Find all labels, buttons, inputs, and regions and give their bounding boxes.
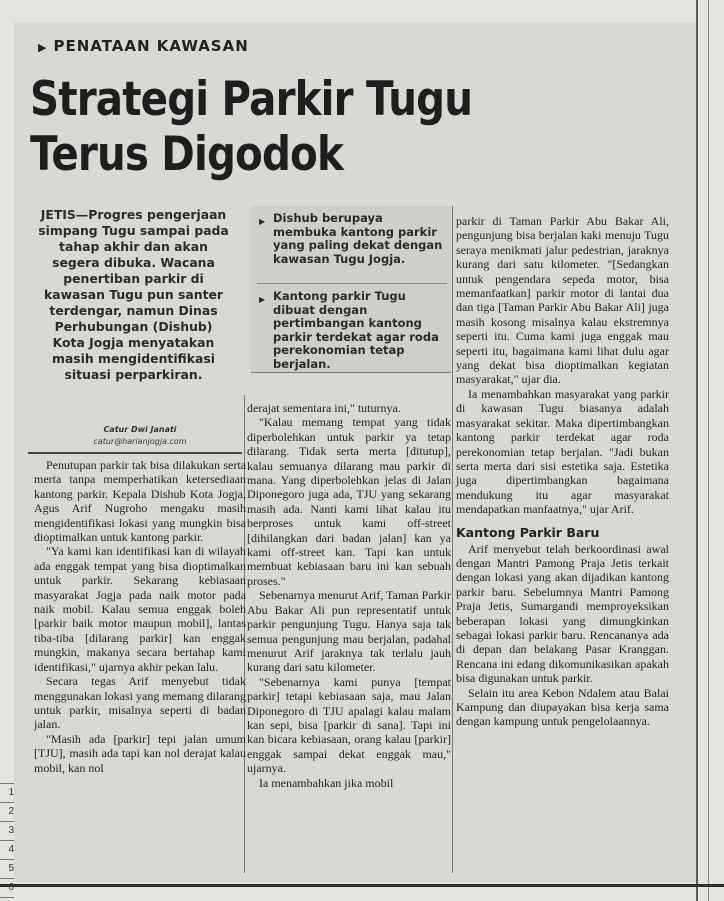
body-paragraph: Penutupan parkir tak bisa dilakukan serta merta tanpa memperhatikan ketersediaan kantong parkir. Kepala Dishub Kota Jogja, Agus Arif Nugroho mengaku masih mengidentifikasi lokasi yang mungkin bisa dioptimalkan untuk kantong parkir.	[34, 458, 246, 545]
column-divider	[452, 206, 453, 873]
highlight-text: Kantong parkir Tugu dibuat dengan pertimbangan kantong parkir terdekat agar roda perekonomian tetap berjalan.	[273, 289, 439, 371]
body-paragraph: "Sebenarnya kami punya [tempat parkir] tetapi kebiasaan saja, mau Jalan Diponegoro di TJU apalagi kalau malam kan sepi, bisa [parkir di sana]. Tapi ini kan bicara kebiasaan, orang kalau [parkir] enggak sampai dekat enggak mau," ujarnya.	[247, 674, 451, 776]
headline	[30, 72, 563, 182]
body-paragraph: parkir di Taman Parkir Abu Bakar Ali, pengunjung bisa berjalan kaki menuju Tugu seraya menikmati jalur pedestrian, jaraknya kurang dari satu kilometer. "[Sedangkan untuk pengendara sepeda motor, bisa memanfaatkan] parkir motor di lantai dua dan tiga [Taman Parkir Abu Bakar Ali] juga masih kosong misalnya kalau ekstremnya seperti itu. Cuma kami juga enggak mau seperti itu, bagaimana kami lihat dulu agar yang dekat bisa dioptimalkan kegiatan masyarakat," ujar dia.	[456, 214, 669, 387]
triangle-right-icon: ▶	[38, 41, 48, 54]
article-column-3	[456, 214, 669, 729]
body-paragraph: Ia menambahkan masyarakat yang parkir di kawasan Tugu biasanya adalah masyarakat sekitar. Maka dipertimbangkan kantong parkir terdekat agar roda perekonomian tetap berjalan. "Jadi bukan serta merta dari sisi estetika saja. Estetika juga dipertimbangkan bagaimana mendukung itu agar masyarakat mendapatkan manfaatnya," ujar Arif.	[456, 386, 669, 517]
kicker-label: PENATAAN KAWASAN	[53, 37, 249, 55]
body-paragraph: Sebenarnya menurut Arif, Taman Parkir Abu Bakar Ali pun representatif untuk parkir pengunjung Tugu. Hanya saja tak semua pengunjung mau berjalan, padahal menurut Arif jaraknya tak terlalu jauh kurang dari satu kilometer.	[247, 588, 451, 675]
body-paragraph: Ia menambahkan jika mobil	[259, 775, 394, 790]
body-paragraph: Arif menyebut telah berkoordinasi awal dengan Mantri Pamong Praja Jetis terkait dengan lokasi yang akan dijadikan kantong parkir baru. Sebelumnya Mantri Pamong Praja Jetis, Sumargandi memproyeksikan beberapan lokasi yang dimungkinkan sebagai lokasi parkir baru. Rencananya ada di depan dan belakang Pasar Kranggan. Rencana ini edang dikomunikasikan apakah bisa digunakan untuk parkir.	[456, 541, 669, 686]
highlights-box	[251, 206, 451, 373]
margin-number: 6	[0, 879, 14, 898]
triangle-right-icon: ▶	[259, 295, 266, 304]
lead-paragraph: JETIS—Progres pengerjaan simpang Tugu sampai pada tahap akhir dan akan segera dibuka. Wacana penertiban parkir di kawasan Tugu pun santer terdengar, namun Dinas Perhubungan (Dishub) Kota Jogja menyatakan masih mengidentifikasi situasi perparkiran.	[38, 207, 229, 382]
highlight-item	[259, 290, 449, 371]
body-paragraph: Secara tegas Arif menyebut tidak menggunakan lokasi yang memang dilarang untuk parkir, misalnya seperti di badan jalan.	[34, 674, 246, 732]
margin-number	[0, 765, 14, 784]
highlight-text: Dishub berupaya membuka kantong parkir yang paling dekat dengan kawasan Tugu Jogja.	[273, 211, 443, 266]
headline-line: Terus Digodok	[30, 127, 343, 182]
section-kicker	[38, 37, 249, 55]
author-name: Catur Dwi Janati	[103, 425, 177, 434]
highlight-item	[259, 212, 449, 266]
body-paragraph: derajat sementara ini," tuturnya.	[247, 401, 401, 415]
body-paragraph: Selain itu area Kebon Ndalem atau Balai Kampung dan diupayakan bisa kerja sama dengan kampung untuk pengelolaannya.	[456, 685, 669, 729]
margin-number: 2	[0, 803, 14, 822]
headline-line: Strategi Parkir Tugu	[30, 72, 473, 127]
page-edge-rule-outer	[708, 0, 709, 901]
margin-number: 3	[0, 822, 14, 841]
author-email: catur@harianjogja.com	[93, 437, 187, 446]
subheading: Kantong Parkir Baru	[456, 524, 600, 540]
triangle-right-icon: ▶	[259, 217, 266, 226]
body-paragraph: "Kalau memang tempat yang tidak diperbolehkan untuk parkir ya tetap dilarang. Tidak serta merta [ditutup], kalau semuanya dilarang mau parkir di mana. Yang diperbolehkan jelas di Jalan Diponegoro juga ada, TJU yang sekarang masih ada. Nanti kami lihat kalau itu berproses untuk kami off-street [dihilangkan dari badan jalan] kan ya kami off-street kan. Tapi kan untuk membuat kebiasaan baru ini kan sebuah proses."	[247, 415, 451, 588]
margin-number: 5	[0, 860, 14, 879]
margin-row-numbers	[0, 765, 14, 898]
body-paragraph: "Masih ada [parkir] tepi jalan umum [TJU], masih ada tapi kan nol derajat kalau mobil, kan nol	[34, 731, 246, 775]
body-paragraph: "Ya kami kan identifikasi kan di wilayah ada enggak tempat yang bisa dioptimalkan untuk parkir. Sekarang kebiasaan masyarakat Jogja pada naik motor pada naik mobil. Kalau semua enggak boleh [parkir baik motor maupun mobil], lantas tiba-tiba [dilarang parkir] kan enggak mungkin, makanya secara bertahap kami identifikasi," ujarnya akhir pekan lalu.	[34, 544, 246, 674]
margin-number: 1	[0, 784, 14, 803]
margin-number: 4	[0, 841, 14, 860]
lead-separator	[28, 452, 242, 454]
page-edge-rule	[696, 0, 698, 901]
article-column-2	[247, 401, 451, 790]
highlight-divider	[257, 283, 447, 284]
byline	[80, 424, 200, 448]
bottom-rule	[0, 884, 724, 887]
article-column-1	[34, 458, 246, 775]
